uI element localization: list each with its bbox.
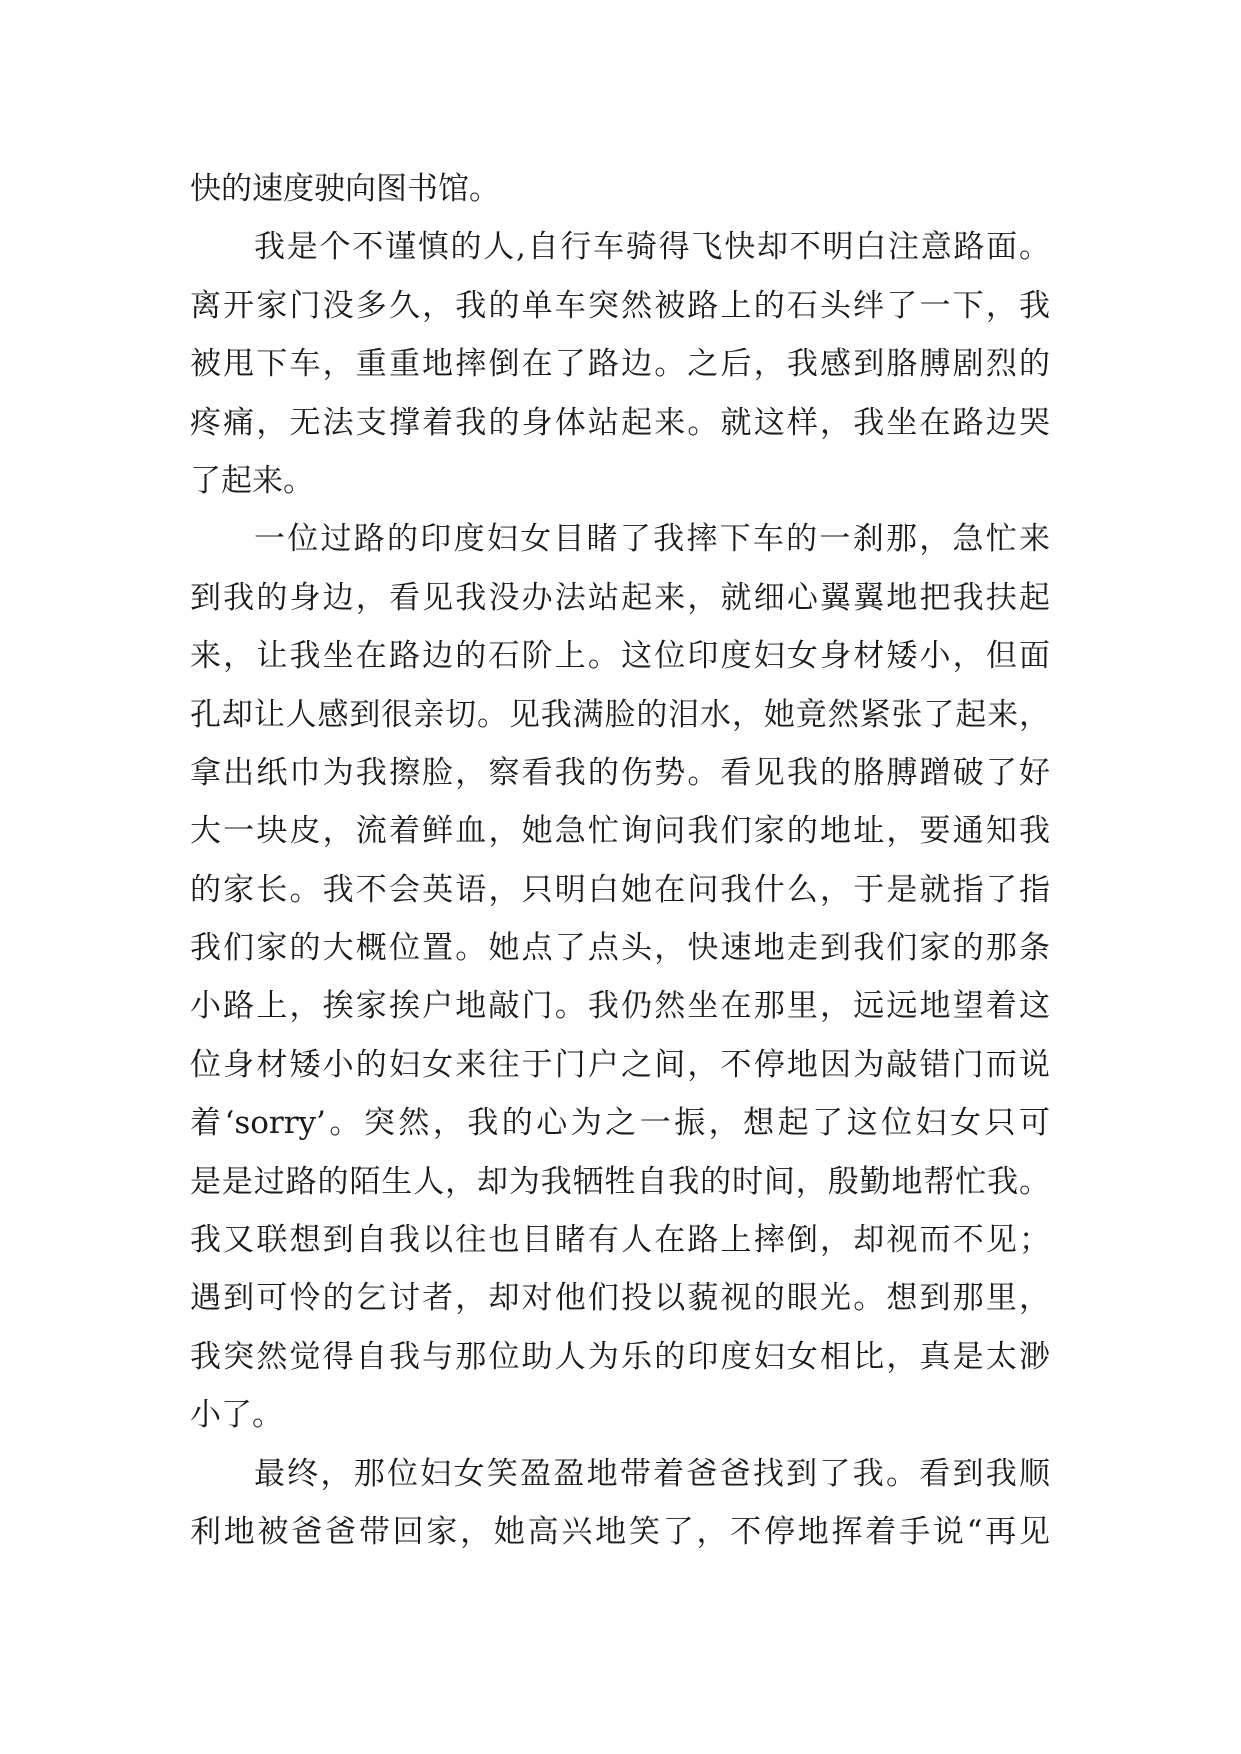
text-line: 最终，那位妇女笑盈盈地带着爸爸找到了我。看到我顺 [254, 1455, 1050, 1492]
text-line: 到我的身边，看见我没办法站起来，就细心翼翼地把我扶起 [190, 579, 1050, 616]
text-line: 小路上，挨家挨户地敲门。我仍然坐在那里，远远地望着这 [190, 988, 1050, 1025]
text-line: 离开家门没多久，我的单车突然被路上的石头绊了一下，我 [190, 287, 1050, 324]
text-line: 我又联想到自我以往也目睹有人在路上摔倒，却视而不见； [190, 1222, 1050, 1259]
text-line: 着‘sorry’。突然，我的心为之一振，想起了这位妇女只可 [190, 1105, 1050, 1142]
text-line: 被甩下车，重重地摔倒在了路边。之后，我感到胳膊剧烈的 [190, 346, 1050, 383]
text-line: 拿出纸巾为我擦脸，察看我的伤势。看见我的胳膊蹭破了好 [190, 754, 1050, 791]
text-line: 的家长。我不会英语，只明白她在问我什么，于是就指了指 [190, 871, 1050, 908]
text-line: 疼痛，无法支撑着我的身体站起来。就这样，我坐在路边哭 [190, 404, 1050, 441]
text-line: 一位过路的印度妇女目睹了我摔下车的一刹那，急忙来 [254, 521, 1050, 558]
text-line: 我是个不谨慎的人,自行车骑得飞快却不明白注意路面。 [254, 229, 1050, 266]
text-line: 遇到可怜的乞讨者，却对他们投以藐视的眼光。想到那里， [190, 1280, 1050, 1317]
text-line: 我突然觉得自我与那位助人为乐的印度妇女相比，真是太渺 [190, 1338, 1050, 1375]
text-line: 孔却让人感到很亲切。见我满脸的泪水，她竟然紧张了起来， [190, 696, 1050, 733]
text-line: 快的速度驶向图书馆。 [190, 171, 500, 207]
text-line: 大一块皮，流着鲜血，她急忙询问我们家的地址，要通知我 [190, 813, 1050, 850]
body-text [190, 160, 1050, 1561]
text-line: 利地被爸爸带回家，她高兴地笑了，不停地挥着手说“再见 [190, 1513, 1050, 1550]
text-line: 了起来。 [190, 462, 314, 499]
text-line: 小了。 [190, 1397, 283, 1434]
text-line: 来，让我坐在路边的石阶上。这位印度妇女身材矮小，但面 [190, 638, 1050, 675]
text-line: 我们家的大概位置。她点了点头，快速地走到我们家的那条 [190, 930, 1050, 967]
text-line: 是是过路的陌生人，却为我牺牲自我的时间，殷勤地帮忙我。 [190, 1163, 1050, 1200]
text-line: 位身材矮小的妇女来往于门户之间，不停地因为敲错门而说 [190, 1046, 1050, 1083]
